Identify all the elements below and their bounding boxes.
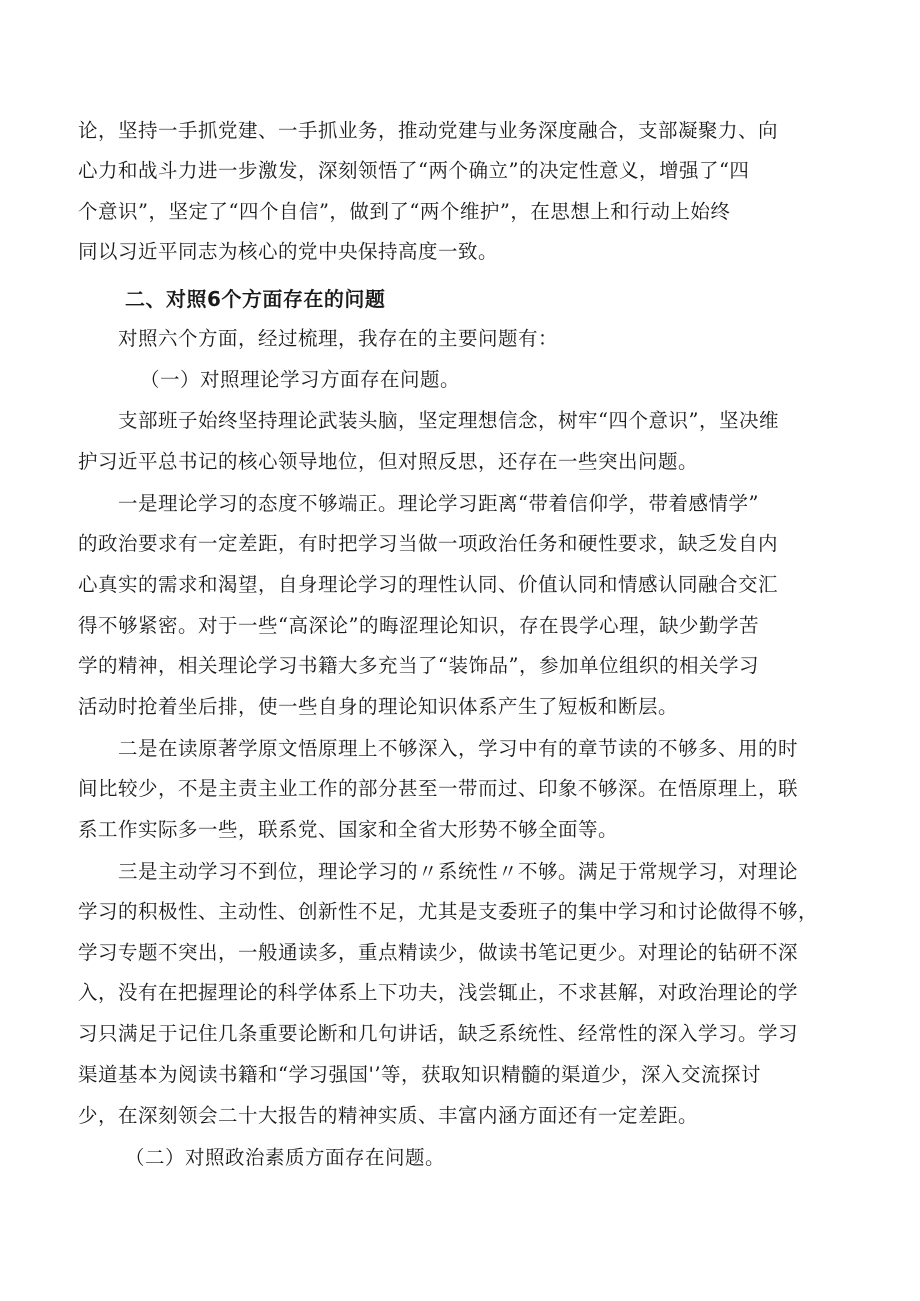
paragraph-line: 一是理论学习的态度不够端正。理论学习距离“带着信仰学，带着感情学” <box>118 492 759 515</box>
paragraph-line: 同以习近平同志为核心的党中央保持高度一致。 <box>78 240 499 263</box>
paragraph-line: 系工作实际多一些，联系党、国家和全省大形势不够全面等。 <box>78 818 619 841</box>
subheading-theory-study: （一）对照理论学习方面存在问题。 <box>140 368 461 391</box>
section-heading: 二、对照6个方面存在的问题 <box>125 287 386 311</box>
paragraph-line: 心真实的需求和渴望，自身理论学习的理性认同、价值认同和情感认同融合交汇 <box>78 573 779 596</box>
paragraph-line: 护习近平总书记的核心领导地位，但对照反思，还存在一些突出问题。 <box>78 450 699 473</box>
paragraph-line: 的政治要求有一定差距，有时把学习当做一项政治任务和硬性要求，缺乏发自内 <box>78 532 779 555</box>
paragraph-line: 入，没有在把握理论的科学体系上下功夫，浅尝辄止，不求甚解，对政治理论的学 <box>78 981 799 1004</box>
paragraph-line: 渠道基本为阅读书籍和“学习强国'’等，获取知识精髓的渠道少，深入交流探讨 <box>78 1063 762 1086</box>
paragraph-line: 三是主动学习不到位，理论学习的〃系统性〃不够。满足于常规学习，对理论 <box>118 860 799 883</box>
subheading-political-quality: （二）对照政治素质方面存在问题。 <box>125 1146 446 1169</box>
paragraph-line: 少，在深刻领会二十大报告的精神实质、丰富内涵方面还有一定差距。 <box>78 1104 699 1127</box>
paragraph-line: 习只满足于记住几条重要论断和几句讲话，缺乏系统性、经常性的深入学习。学习 <box>78 1022 799 1045</box>
paragraph-line: 活动时抢着坐后排，使一些自身的理论知识体系产生了短板和断层。 <box>78 695 679 718</box>
paragraph-line: 个意识”，坚定了“四个自信”，做到了“两个维护”，在思想上和行动上始终 <box>78 200 731 223</box>
paragraph-line: 学习专题不突出，一般通读多，重点精读少，做读书笔记更少。对理论的钻研不深 <box>78 941 799 964</box>
paragraph-line: 间比较少，不是主责主业工作的部分甚至一带而过、印象不够深。在悟原理上，联 <box>78 777 799 800</box>
paragraph-line: 得不够紧密。对于一些“高深论”的晦涩理论知识，存在畏学心理，缺少勤学苦 <box>78 614 759 637</box>
paragraph-line: 支部班子始终坚持理论武装头脑，坚定理想信念，树牢“四个意识”，坚决维 <box>118 409 779 432</box>
paragraph-line: 学习的积极性、主动性、创新性不足，尤其是支委班子的集中学习和讨论做得不够， <box>78 900 819 923</box>
paragraph-line: 二是在读原著学原文悟原理上不够深入，学习中有的章节读的不够多、用的时 <box>118 737 799 760</box>
paragraph-line: 心力和战斗力进一步激发，深刻领悟了“两个确立”的决定性意义，增强了“四 <box>78 159 750 182</box>
paragraph-line: 学的精神，相关理论学习书籍大多充当了“装饰品”，参加单位组织的相关学习 <box>78 654 759 677</box>
intro-line: 对照六个方面，经过梳理，我存在的主要问题有： <box>118 327 559 350</box>
paragraph-line: 论，坚持一手抓党建、一手抓业务，推动党建与业务深度融合，支部凝聚力、向 <box>78 119 779 142</box>
